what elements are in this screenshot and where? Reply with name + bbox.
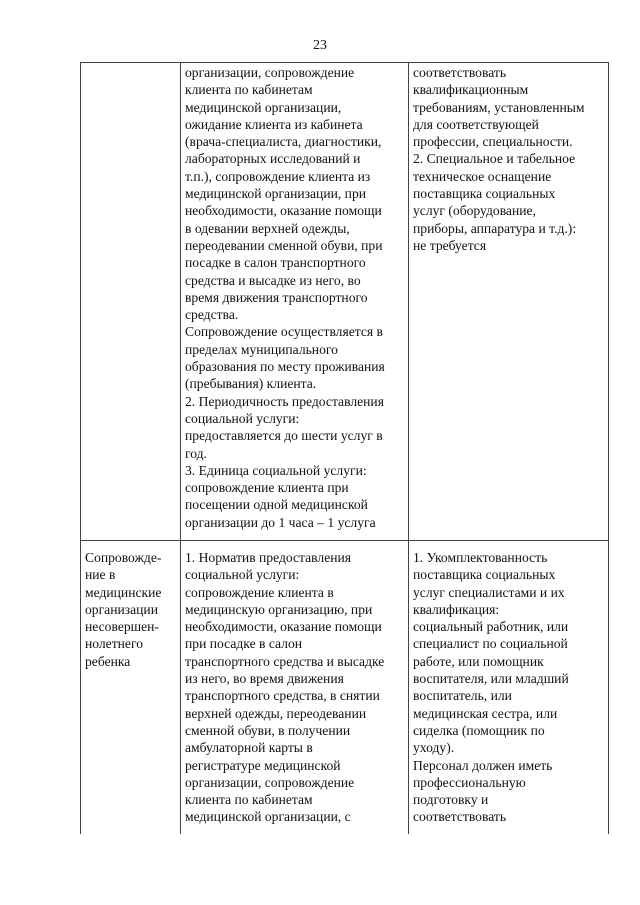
text-line: профессии, специальности.	[413, 134, 573, 150]
service-content-cell	[181, 541, 409, 835]
text-line: для соответствующей	[413, 116, 539, 132]
text-line: сиделка (помощник по	[413, 722, 545, 738]
table-row	[81, 541, 609, 835]
text-line: т.п.), сопровождение клиента из	[185, 168, 371, 184]
text-line: (пребывания) клиента.	[185, 376, 317, 392]
text-line: ребенка	[85, 653, 131, 669]
services-table	[80, 62, 609, 834]
text-line: воспитатель, или	[413, 688, 512, 704]
text-line: медицинскую организацию, при	[185, 601, 373, 617]
text-line: поставщика социальных	[413, 186, 556, 202]
text-line: при посадке в салон	[185, 636, 303, 652]
text-line: услуг специалистами и их	[413, 584, 565, 600]
text-line: нолетнего	[85, 636, 143, 652]
text-line: амбулаторной карты в	[185, 740, 313, 756]
text-line: медицинской организации, при	[185, 186, 367, 202]
text-line: подготовку и	[413, 792, 489, 808]
text-line: средства и высадке из него, во	[185, 272, 361, 288]
text-line: организации до 1 часа – 1 услуга	[185, 514, 376, 530]
text-line: услуг (оборудование,	[413, 203, 536, 219]
text-line: год.	[185, 445, 207, 461]
text-line: 2. Периодичность предоставления	[185, 393, 384, 409]
text-line: ожидание клиента из кабинета	[185, 116, 363, 132]
text-line: из него, во время движения	[185, 671, 344, 687]
text-line: предоставляется до шести услуг в	[185, 428, 383, 444]
text-line: Сопровождение осуществляется в	[185, 324, 383, 340]
text-line: пределах муниципального	[185, 341, 338, 357]
page-number: 23	[313, 38, 327, 53]
text-line: социальный работник, или	[413, 619, 569, 635]
text-line: 1. Укомплектованность	[413, 550, 548, 565]
text-line: социальной услуги:	[185, 567, 300, 583]
text-line: необходимости, оказание помощи	[185, 203, 382, 219]
text-line: воспитателя, или младший	[413, 671, 569, 687]
text-line: уходу).	[413, 740, 455, 756]
text-line: квалификация:	[413, 601, 500, 617]
text-line: 1. Норматив предоставления	[185, 550, 352, 565]
text-line: клиента по кабинетам	[185, 792, 313, 808]
text-line: транспортного средства, в снятии	[185, 688, 380, 704]
text-line: Сопровожде-	[85, 550, 162, 565]
service-conditions-cell	[409, 63, 609, 541]
text-line: требованиям, установленным	[413, 99, 585, 115]
text-line: лабораторных исследований и	[185, 151, 361, 167]
text-line: Персонал должен иметь	[413, 757, 553, 773]
text-line: транспортного средства и высадке	[185, 653, 385, 669]
text-line: медицинская сестра, или	[413, 705, 558, 721]
text-line: организации	[85, 601, 158, 617]
text-line: соответствовать	[413, 809, 507, 825]
text-line: медицинской организации, с	[185, 809, 351, 825]
text-line: не требуется	[413, 237, 487, 253]
text-line: время движения транспортного	[185, 289, 368, 305]
text-line: посещении одной медицинской	[185, 497, 368, 513]
service-content-cell	[181, 63, 409, 541]
text-line: организации, сопровождение	[185, 65, 355, 80]
text-line: образования по месту проживания	[185, 359, 385, 375]
text-line: 3. Единица социальной услуги:	[185, 462, 367, 478]
text-line: организации, сопровождение	[185, 774, 355, 790]
text-line: сопровождение клиента в	[185, 584, 334, 600]
text-line: социальной услуги:	[185, 410, 300, 426]
text-line: сопровождение клиента при	[185, 480, 349, 496]
text-line: клиента по кабинетам	[185, 82, 313, 98]
text-line: профессиональную	[413, 774, 526, 790]
text-line: медицинские	[85, 584, 162, 600]
text-line: приборы, аппаратура и т.д.):	[413, 220, 577, 236]
text-line: 2. Специальное и табельное	[413, 151, 576, 167]
table-row	[81, 63, 609, 541]
text-line: сменной обуви, в получении	[185, 722, 351, 738]
text-line: работе, или помощник	[413, 653, 544, 669]
service-conditions-cell	[409, 541, 609, 835]
text-line: несовершен-	[85, 619, 159, 635]
text-line: (врача-специалиста, диагностики,	[185, 134, 382, 150]
text-line: поставщика социальных	[413, 567, 556, 583]
text-line: ние в	[85, 567, 116, 583]
text-line: специалист по социальной	[413, 636, 568, 652]
text-line: верхней одежды, переодевании	[185, 705, 367, 721]
service-name-cell	[81, 541, 181, 835]
text-line: переодевании сменной обуви, при	[185, 237, 383, 253]
text-line: посадке в салон транспортного	[185, 255, 366, 271]
text-line: в одевании верхней одежды,	[185, 220, 350, 236]
text-line: квалификационным	[413, 82, 529, 98]
text-line: регистратуре медицинской	[185, 757, 341, 773]
text-line: соответствовать	[413, 65, 507, 80]
text-line: техническое оснащение	[413, 168, 552, 184]
text-line: медицинской организации,	[185, 99, 342, 115]
service-name-cell	[81, 63, 181, 541]
text-line: необходимости, оказание помощи	[185, 619, 382, 635]
text-line: средства.	[185, 307, 239, 323]
